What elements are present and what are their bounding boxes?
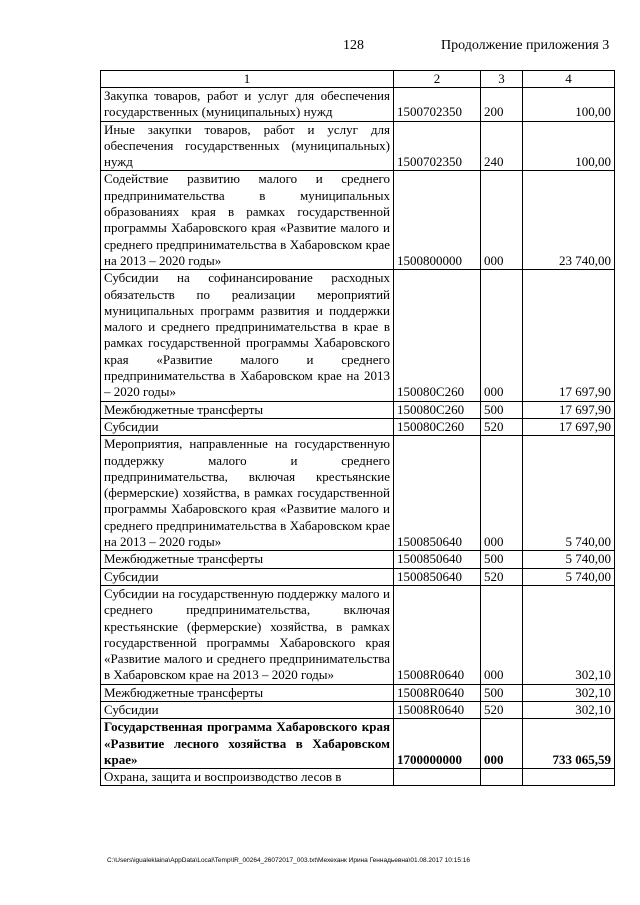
row-code: 1500702350: [394, 121, 481, 171]
row-type: 520: [481, 701, 523, 718]
table-row: [101, 171, 615, 270]
table-row: [101, 568, 615, 585]
footer-file-path: C:\Users\igualeklaina\AppData\Local\Temp\IR_00264_26072017_003.txt\Мехеханк Ирина Геннадьевна\01.08.2017 10:15:16: [107, 857, 470, 864]
row-code: 1500850640: [394, 551, 481, 568]
row-amount: 100,00: [523, 121, 615, 171]
table-row: [101, 769, 615, 786]
row-amount: 17 697,90: [523, 401, 615, 418]
row-name: Мероприятия, направленные на государственную поддержку малого и среднего предпринимательства, включая крестьянские (фермерские) хозяйства, в рамках государственной программы Хабаровского края «Развитие малого и среднего предпринимательства в Хабаровском крае на 2013 – 2020 годы»: [101, 436, 394, 551]
continuation-label: Продолжение приложения 3: [441, 38, 610, 53]
row-type: 240: [481, 121, 523, 171]
row-type: 520: [481, 568, 523, 585]
row-name: Содействие развитию малого и среднего предпринимательства в муниципальных образованиях края в рамках государственной программы Хабаровского края «Развитие малого и среднего предпринимательства в Хабаровском крае на 2013 – 2020 годы»: [101, 171, 394, 270]
row-amount: 5 740,00: [523, 568, 615, 585]
row-amount: [523, 769, 615, 786]
row-name: Субсидии: [101, 568, 394, 585]
row-type: 500: [481, 551, 523, 568]
budget-table: [100, 70, 615, 786]
row-code: 15008R0640: [394, 701, 481, 718]
row-amount: 5 740,00: [523, 436, 615, 551]
row-amount: 733 065,59: [523, 719, 615, 769]
row-code: 150080С260: [394, 418, 481, 435]
row-name: Субсидии: [101, 701, 394, 718]
table-row: [101, 436, 615, 551]
row-code: 1500850640: [394, 568, 481, 585]
column-header-2: 2: [394, 71, 481, 88]
table-row: [101, 121, 615, 171]
row-name: Государственная программа Хабаровского края «Развитие лесного хозяйства в Хабаровском крае»: [101, 719, 394, 769]
row-name: Иные закупки товаров, работ и услуг для обеспечения государственных (муниципальных) нужд: [101, 121, 394, 171]
row-amount: 302,10: [523, 701, 615, 718]
row-amount: 23 740,00: [523, 171, 615, 270]
row-name: Закупка товаров, работ и услуг для обеспечения государственных (муниципальных) нужд: [101, 88, 394, 122]
row-type: [481, 769, 523, 786]
table-row: [101, 418, 615, 435]
table-row: [101, 551, 615, 568]
row-code: 15008R0640: [394, 585, 481, 684]
table-body: [101, 71, 615, 786]
table-row: [101, 719, 615, 769]
row-type: 500: [481, 684, 523, 701]
table-header-row: [101, 71, 615, 88]
row-name: Субсидии: [101, 418, 394, 435]
row-amount: 302,10: [523, 684, 615, 701]
table-row: [101, 401, 615, 418]
row-code: 1500800000: [394, 171, 481, 270]
table-row: [101, 701, 615, 718]
row-amount: 17 697,90: [523, 270, 615, 401]
row-code: 150080С260: [394, 401, 481, 418]
row-code: 1500850640: [394, 436, 481, 551]
row-type: 000: [481, 719, 523, 769]
row-code: [394, 769, 481, 786]
row-type: 500: [481, 401, 523, 418]
column-header-4: 4: [523, 71, 615, 88]
row-name: Субсидии на государственную поддержку малого и среднего предпринимательства, включая крестьянские (фермерские) хозяйства, в рамках государственной программы Хабаровского края «Развитие малого и среднего предпринимательства в Хабаровском крае на 2013 – 2020 годы»: [101, 585, 394, 684]
row-type: 000: [481, 585, 523, 684]
row-type: 000: [481, 270, 523, 401]
row-amount: 302,10: [523, 585, 615, 684]
row-code: 1500702350: [394, 88, 481, 122]
table-row: [101, 270, 615, 401]
row-type: 520: [481, 418, 523, 435]
row-type: 200: [481, 88, 523, 122]
row-amount: 100,00: [523, 88, 615, 122]
row-code: 1700000000: [394, 719, 481, 769]
row-name: Межбюджетные трансферты: [101, 401, 394, 418]
row-name: Межбюджетные трансферты: [101, 684, 394, 701]
column-header-3: 3: [481, 71, 523, 88]
table-row: [101, 684, 615, 701]
column-header-1: 1: [101, 71, 394, 88]
row-amount: 17 697,90: [523, 418, 615, 435]
row-code: 15008R0640: [394, 684, 481, 701]
page-number: 128: [343, 38, 364, 53]
table-row: [101, 585, 615, 684]
row-code: 150080С260: [394, 270, 481, 401]
row-type: 000: [481, 171, 523, 270]
row-amount: 5 740,00: [523, 551, 615, 568]
row-type: 000: [481, 436, 523, 551]
row-name: Субсидии на софинансирование расходных обязательств по реализации мероприятий муниципальных программ развития и поддержки малого и среднего предпринимательства в крае в рамках государственной программы Хабаровского края «Развитие малого и среднего предпринимательства в Хабаровском крае на 2013 – 2020 годы»: [101, 270, 394, 401]
table-row: [101, 88, 615, 122]
row-name: Межбюджетные трансферты: [101, 551, 394, 568]
row-name: Охрана, защита и воспроизводство лесов в: [101, 769, 394, 786]
